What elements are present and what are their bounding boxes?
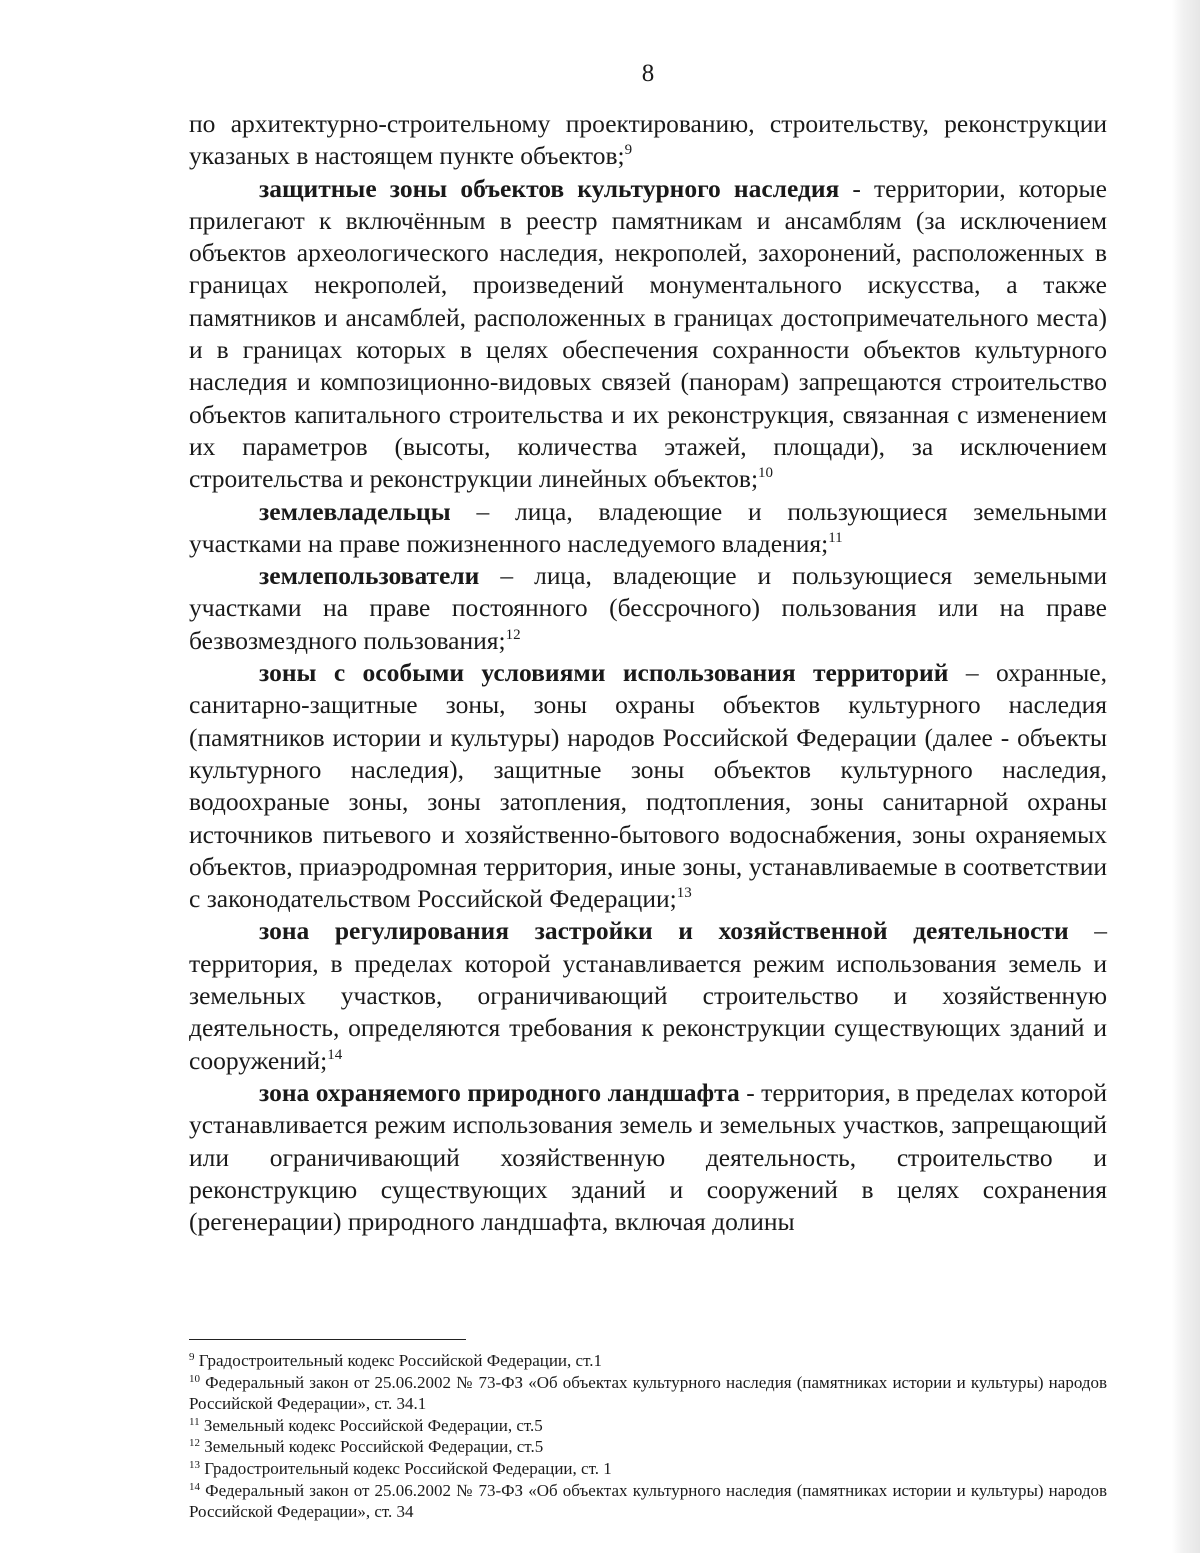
- definition-text: – лица, владеющие и пользующиеся земельными участками на праве пожизненного наследуемого владения;: [189, 496, 1107, 558]
- defined-term: землевладельцы: [259, 496, 451, 526]
- footnote-text: Градостроительный кодекс Российской Федерации, ст.1: [198, 1351, 602, 1370]
- definition-text: - территории, которые прилегают к включённым в реестр памятникам и ансамблям (за исключением объектов археологического наследия, некрополей, захоронений, расположенных в границах некрополей, произведений монументального искусства, а также памятников и ансамблей, расположенных в границах достопримечательного места) и в границах которых в целях обеспечения сохранности объектов культурного наследия и композиционно-видовых связей (панорам) запрещаются строительство объектов капитального строительства и их реконструкция, связанная с изменением их параметров (высоты, количества этажей, площади), за исключением строительства и реконструкции линейных объектов;: [189, 173, 1107, 494]
- footnote-separator: [189, 1339, 466, 1340]
- definition-paragraph: [189, 1077, 1107, 1238]
- footnote-number: 14: [189, 1480, 200, 1493]
- definition-text: – территория, в пределах которой устанавливается режим использования земель и земельных участков, ограничивающий строительство и хозяйственную деятельность, определяются требования к реконструкции существующих зданий и сооружений;: [189, 916, 1107, 1075]
- footnote-text: Федеральный закон от 25.06.2002 № 73-ФЗ «Об объектах культурного наследия (памятниках истории и культуры) народов Российской Федерации», ст. 34.1: [189, 1372, 1108, 1414]
- footnote-text: Градостроительный кодекс Российской Федерации, ст. 1: [204, 1458, 612, 1478]
- footnote-reference: 9: [624, 142, 633, 159]
- definition-text: – лица, владеющие и пользующиеся земельными участками на праве постоянного (бессрочного) пользования или на праве безвозмездного пользования;: [189, 561, 1107, 655]
- footnote-text: Федеральный закон от 25.06.2002 № 73-ФЗ «Об объектах культурного наследия (памятниках истории и культуры) народов Российской Федерации», ст. 34: [189, 1480, 1108, 1522]
- definition-paragraph: [189, 657, 1107, 915]
- footnotes: [189, 1350, 1107, 1523]
- footnote-text: Земельный кодекс Российской Федерации, ст.5: [203, 1415, 543, 1435]
- defined-term: зона охраняемого природного ландшафта: [259, 1077, 740, 1107]
- footnote-number: 9: [189, 1351, 195, 1363]
- footnote: [189, 1415, 1107, 1437]
- paragraph-continuation: [189, 108, 1107, 173]
- definition-paragraph: [189, 915, 1107, 1076]
- footnote-reference: 11: [828, 529, 843, 546]
- definition-paragraph: [189, 560, 1107, 657]
- footnote-number: 10: [189, 1372, 200, 1385]
- scan-shadow-edge: [1172, 0, 1200, 1553]
- footnote: [189, 1436, 1107, 1458]
- footnote-number: 12: [189, 1437, 200, 1450]
- footnote-reference: 10: [758, 465, 774, 482]
- footnote: [189, 1480, 1107, 1523]
- page-number: 8: [641, 60, 655, 87]
- paragraph-text: по архитектурно-строительному проектированию, строительству, реконструкции указаных в настоящем пункте объектов;: [189, 109, 1107, 171]
- definition-paragraph: [189, 496, 1107, 561]
- definition-text: – охранные, санитарно-защитные зоны, зоны охраны объектов культурного наследия (памятников истории и культуры) народов Российской Федерации (далее - объекты культурного наследия), защитные зоны объектов культурного наследия, водоохраные зоны, зоны затопления, подтопления, зоны санитарной охраны источников питьевого и хозяйственно-бытового водоснабжения, зоны охраняемых объектов, приаэродромная территория, иные зоны, устанавливаемые в соответствии с законодательством Российской Федерации;: [189, 658, 1107, 914]
- defined-term: зона регулирования застройки и хозяйственной деятельности: [259, 916, 1069, 946]
- footnote: [189, 1458, 1107, 1480]
- footnote-text: Земельный кодекс Российской Федерации, ст.5: [204, 1437, 544, 1457]
- footnote: [189, 1350, 1107, 1372]
- footnote-reference: 13: [676, 885, 692, 902]
- footnote-reference: 14: [327, 1046, 343, 1063]
- defined-term: защитные зоны объектов культурного наследия: [259, 173, 840, 203]
- footnote: [189, 1372, 1107, 1415]
- defined-term: зоны с особыми условиями использования территорий: [259, 658, 949, 688]
- defined-term: землепользователи: [259, 561, 480, 591]
- footnote-number: 11: [189, 1415, 200, 1428]
- definition-text: - территория, в пределах которой устанавливается режим использования земель и земельных участков, запрещающий или ограничивающий хозяйственную деятельность, строительство и реконструкцию существующих зданий и сооружений в целях сохранения (регенерации) природного ландшафта, включая долины: [189, 1077, 1107, 1237]
- definition-paragraph: [189, 173, 1107, 496]
- footnote-number: 13: [189, 1458, 200, 1471]
- body-text: [189, 108, 1107, 1238]
- footnote-reference: 12: [505, 626, 521, 643]
